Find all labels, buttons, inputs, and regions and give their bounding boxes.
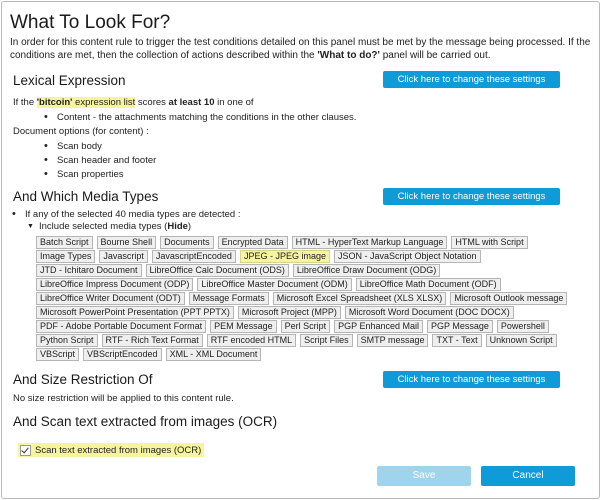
media-type-tag: Microsoft Word Document (DOC DOCX): [345, 306, 514, 319]
media-type-tag: LibreOffice Calc Document (ODS): [146, 264, 289, 277]
option-scan-header-footer: • Scan header and footer: [57, 155, 156, 166]
media-tag-row: [36, 306, 566, 320]
panel-title: What To Look For?: [10, 12, 171, 33]
collapse-triangle-icon[interactable]: ▼: [27, 223, 34, 230]
media-tag-row: [36, 348, 566, 362]
ocr-checkbox-row[interactable]: [18, 443, 204, 457]
media-type-tag: LibreOffice Draw Document (ODG): [293, 264, 440, 277]
size-text: No size restriction will be applied to this content rule.: [13, 393, 234, 404]
media-type-tag: LibreOffice Impress Document (ODP): [36, 278, 193, 291]
media-type-tag: HTML with Script: [451, 236, 527, 249]
media-type-tag: Encrypted Data: [218, 236, 288, 249]
media-tag-row: [36, 334, 566, 348]
media-heading: And Which Media Types: [13, 189, 159, 204]
doc-options-label: Document options (for content) :: [13, 126, 149, 137]
hide-toggle[interactable]: Hide: [167, 221, 188, 232]
option-scan-properties: • Scan properties: [57, 169, 124, 180]
media-type-tag: LibreOffice Writer Document (ODT): [36, 292, 185, 305]
save-button[interactable]: Save: [377, 466, 471, 486]
intro-text: In order for this content rule to trigger the test conditions detailed on this panel must be met by the message being processed. If the conditions are met, then the collection of actions described within the 'What to do?' panel will be carried out.: [10, 37, 591, 61]
ocr-checkbox[interactable]: [20, 445, 31, 456]
media-type-tag: Microsoft Excel Spreadsheet (XLS XLSX): [273, 292, 447, 305]
media-type-tag: PEM Message: [210, 320, 277, 333]
media-type-tag: Perl Script: [281, 320, 331, 333]
option-scan-body: • Scan body: [57, 141, 102, 152]
media-type-tag: Microsoft Outlook message: [450, 292, 567, 305]
media-type-tag: RTF encoded HTML: [207, 334, 296, 347]
media-type-tag: PGP Message: [427, 320, 493, 333]
media-type-tag: RTF - Rich Text Format: [102, 334, 203, 347]
media-type-tag: JTD - Ichitaro Document: [36, 264, 142, 277]
lexical-condition: If the 'bitcoin' expression list scores at least 10 in one of: [13, 97, 254, 108]
media-type-tag: TXT - Text: [432, 334, 481, 347]
ocr-checkbox-label: Scan text extracted from images (OCR): [35, 444, 202, 456]
media-type-tag: PDF - Adobe Portable Document Format: [36, 320, 206, 333]
media-type-tag: Message Formats: [189, 292, 269, 305]
lexical-heading: Lexical Expression: [13, 73, 126, 88]
media-type-tag: Javascript: [99, 250, 148, 263]
media-type-tag: Batch Script: [36, 236, 93, 249]
include-media-line: Include selected media types (Hide): [39, 221, 192, 232]
media-type-tag: XML - XML Document: [166, 348, 262, 361]
media-type-tag: Python Script: [36, 334, 98, 347]
media-type-tag: PGP Enhanced Mail: [334, 320, 423, 333]
media-tag-row: [36, 236, 566, 250]
media-type-tag: Microsoft Project (MPP): [238, 306, 341, 319]
media-tag-row: [36, 278, 566, 292]
media-type-tag: Image Types: [36, 250, 95, 263]
ocr-heading: And Scan text extracted from images (OCR): [13, 414, 278, 429]
media-tag-row: [36, 292, 566, 306]
media-type-tag: Bourne Shell: [97, 236, 157, 249]
media-type-tag: LibreOffice Master Document (ODM): [197, 278, 351, 291]
media-type-tag: JPEG - JPEG image: [240, 250, 330, 263]
media-type-tag: LibreOffice Math Document (ODF): [356, 278, 501, 291]
media-type-tags: [36, 236, 566, 362]
media-type-tag: Unknown Script: [486, 334, 557, 347]
media-type-tag: Documents: [160, 236, 214, 249]
change-lexical-settings-button[interactable]: Click here to change these settings: [383, 71, 560, 88]
size-heading: And Size Restriction Of: [13, 372, 153, 387]
media-tag-row: [36, 264, 566, 278]
media-type-tag: VBScriptEncoded: [83, 348, 162, 361]
media-tag-row: [36, 320, 566, 334]
media-type-tag: JSON - JavaScript Object Notation: [334, 250, 481, 263]
media-type-tag: VBScript: [36, 348, 79, 361]
media-tag-row: [36, 250, 566, 264]
media-type-tag: Microsoft PowerPoint Presentation (PPT PPTX): [36, 306, 234, 319]
media-type-tag: SMTP message: [357, 334, 429, 347]
media-type-tag: JavascriptEncoded: [152, 250, 236, 263]
media-detect-line: • If any of the selected 40 media types are detected :: [25, 209, 240, 220]
change-media-settings-button[interactable]: Click here to change these settings: [383, 188, 560, 205]
media-type-tag: HTML - HyperText Markup Language: [292, 236, 448, 249]
content-item: • Content - the attachments matching the conditions in the other clauses.: [57, 112, 356, 123]
media-type-tag: Script Files: [300, 334, 353, 347]
media-type-tag: Powershell: [497, 320, 549, 333]
cancel-button[interactable]: Cancel: [481, 466, 575, 486]
change-size-settings-button[interactable]: Click here to change these settings: [383, 371, 560, 388]
